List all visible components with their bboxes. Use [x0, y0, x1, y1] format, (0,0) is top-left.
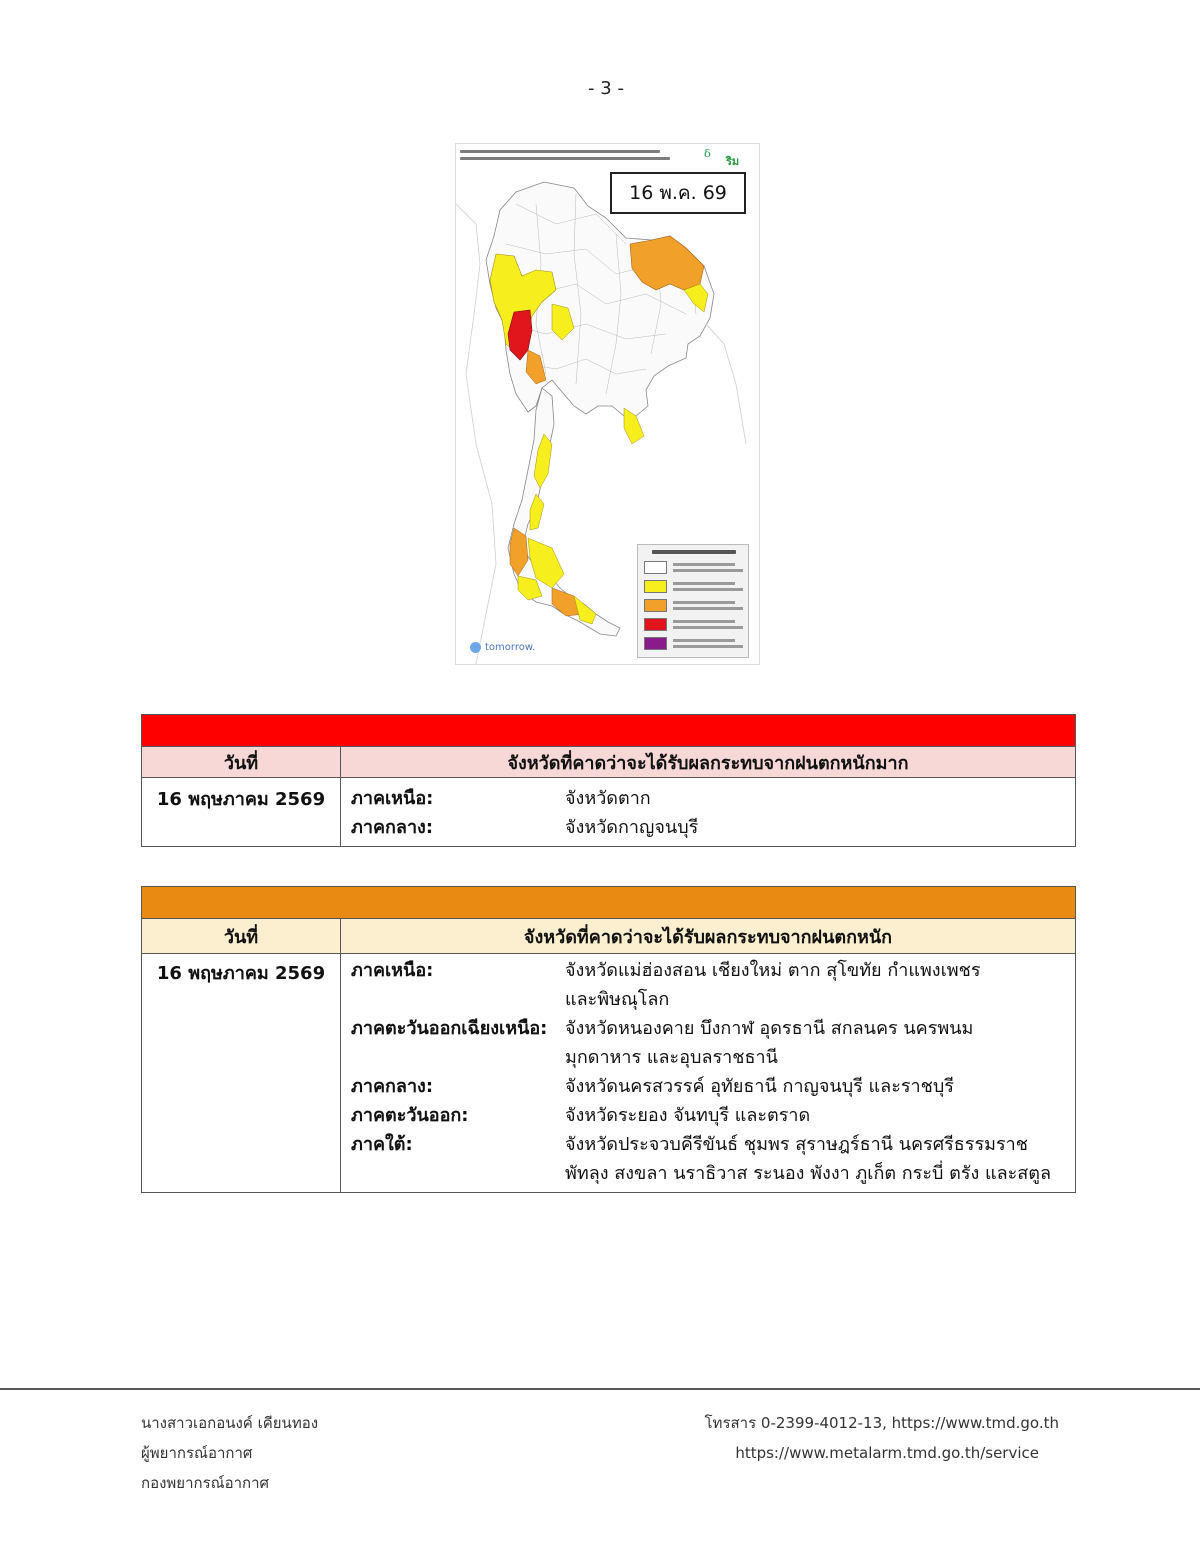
region-provinces: จังหวัดตาก: [565, 788, 651, 809]
region-label: ภาคกลาง:: [351, 817, 434, 838]
author-name: นางสาวเอกอนงค์ เคียนทอง: [141, 1414, 319, 1432]
forecast-date: 16 พฤษภาคม 2569: [142, 954, 341, 1193]
footer-author-block: [141, 1408, 318, 1498]
region-label: ภาคเหนือ:: [351, 960, 434, 981]
author-position: ผู้พยากรณ์อากาศ: [141, 1444, 253, 1462]
footer-divider: [0, 1388, 1200, 1390]
map-header: [460, 150, 670, 164]
region-list: [341, 954, 1076, 1193]
region-row: [351, 1072, 1075, 1101]
legend-swatch: [644, 561, 667, 574]
region-label: ภาคใต้:: [351, 1134, 413, 1155]
legend-item: [644, 599, 744, 613]
page-number: - 3 -: [588, 78, 624, 99]
tomorrow-logo: [470, 642, 535, 653]
very-heavy-rain-band: [142, 715, 1076, 747]
region-row: [351, 1130, 1075, 1159]
legend-item: [644, 561, 744, 575]
heavy-rain-band: [142, 887, 1076, 919]
legend-swatch: [644, 580, 667, 593]
region-provinces: จังหวัดกาญจนบุรี: [565, 817, 699, 838]
map-date-label: 16 พ.ค. 69: [610, 172, 746, 214]
region-provinces: พัทลุง สงขลา นราธิวาส ระนอง พังงา ภูเก็ต กระบี่ ตรัง และสตูล: [565, 1163, 1052, 1184]
region-provinces: จังหวัดแม่ฮ่องสอน เชียงใหม่ ตาก สุโขทัย กำแพงเพชร: [565, 960, 981, 981]
forecast-date: 16 พฤษภาคม 2569: [142, 778, 341, 847]
region-label: [351, 1159, 565, 1188]
column-header-provinces: จังหวัดที่คาดว่าจะได้รับผลกระทบจากฝนตกหนัก: [341, 919, 1076, 954]
region-provinces: จังหวัดนครสวรรค์ อุทัยธานี กาญจนบุรี และราชบุรี: [565, 1076, 954, 1097]
region-label: [351, 985, 565, 1014]
tmd-logo-icon: ᵟ: [704, 147, 711, 168]
legend-swatch: [644, 618, 667, 631]
tmd-logo-text: ริม: [726, 155, 740, 168]
legend-item: [644, 580, 744, 594]
service-link[interactable]: https://www.metalarm.tmd.go.th/service: [735, 1444, 1039, 1462]
legend-item: [644, 618, 744, 632]
legend-title: [652, 550, 736, 554]
region-row: [351, 813, 1075, 842]
legend-item: [644, 637, 744, 651]
map-legend: [637, 544, 749, 658]
footer-contact-block: [705, 1408, 1060, 1468]
region-label: ภาคกลาง:: [351, 1076, 434, 1097]
region-provinces: จังหวัดประจวบคีรีขันธ์ ชุมพร สุราษฎร์ธานี นครศรีธรรมราช: [565, 1134, 1028, 1155]
region-label: ภาคตะวันออกเฉียงเหนือ:: [351, 1018, 548, 1039]
contact-fax-website: โทรสาร 0-2399-4012-13, https://www.tmd.go.th: [704, 1414, 1059, 1432]
region-row: [351, 1043, 1075, 1072]
region-label: ภาคเหนือ:: [351, 788, 434, 809]
tomorrow-logo-text: tomorrow.: [485, 642, 536, 653]
region-provinces: จังหวัดหนองคาย บึงกาฬ อุดรธานี สกลนคร นครพนม: [565, 1018, 974, 1039]
table-row: [142, 954, 1076, 1193]
heavy-rain-table: [141, 886, 1076, 1193]
region-provinces: มุกดาหาร และอุบลราชธานี: [565, 1047, 778, 1068]
region-provinces: จังหวัดระยอง จันทบุรี และตราด: [565, 1105, 811, 1126]
very-heavy-rain-table: [141, 714, 1076, 847]
author-division: กองพยากรณ์อากาศ: [141, 1474, 270, 1492]
legend-swatch: [644, 599, 667, 612]
region-row: [351, 956, 1075, 985]
region-label: ภาคตะวันออก:: [351, 1105, 469, 1126]
region-row: [351, 1159, 1075, 1188]
legend-swatch: [644, 637, 667, 650]
rainfall-forecast-map: [455, 143, 760, 665]
region-row: [351, 1101, 1075, 1130]
tomorrow-logo-icon: [470, 642, 481, 653]
column-header-date: วันที่: [142, 919, 341, 954]
region-row: [351, 985, 1075, 1014]
table-row: [142, 778, 1076, 847]
column-header-date: วันที่: [142, 747, 341, 778]
region-provinces: และพิษณุโลก: [565, 989, 670, 1010]
region-row: [351, 784, 1075, 813]
column-header-provinces: จังหวัดที่คาดว่าจะได้รับผลกระทบจากฝนตกหนักมาก: [341, 747, 1076, 778]
region-row: [351, 1014, 1075, 1043]
region-label: [351, 1043, 565, 1072]
region-list: [341, 778, 1076, 847]
